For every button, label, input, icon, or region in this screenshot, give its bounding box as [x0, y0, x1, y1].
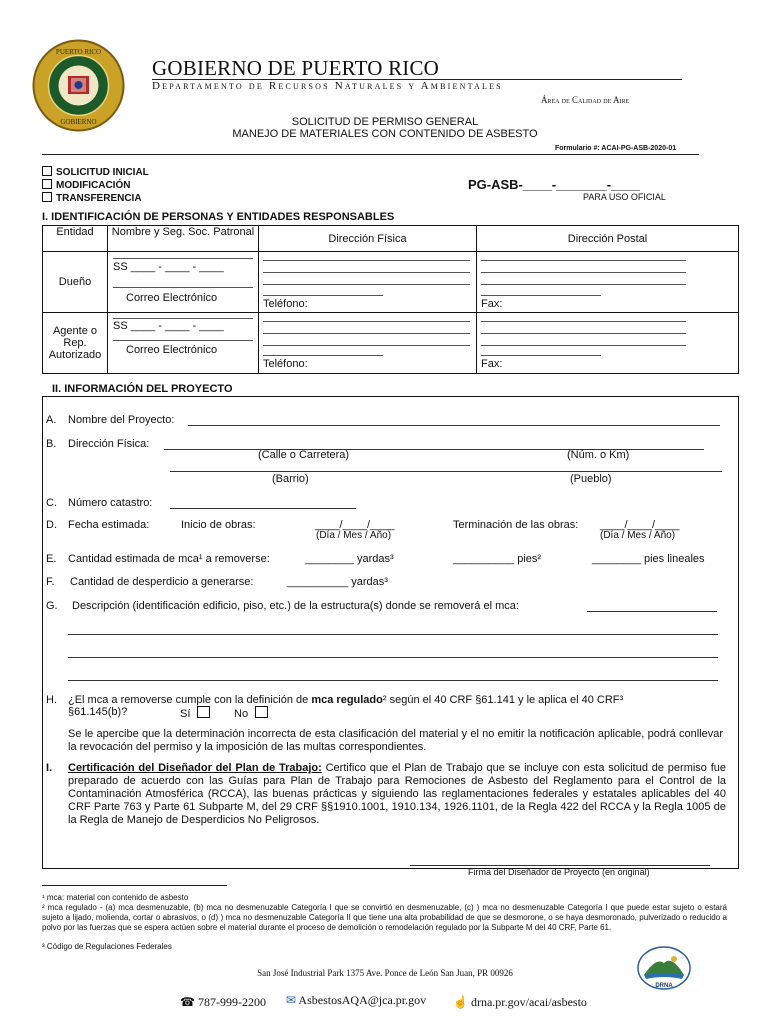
project-name-field[interactable]	[188, 425, 720, 426]
regulated-question-line2: §61.145(b)?	[68, 706, 128, 718]
request-type-modification[interactable]: MODIFICACIÓN	[42, 179, 130, 191]
svg-text:DRNA: DRNA	[655, 983, 673, 989]
project-name-label: Nombre del Proyecto:	[68, 414, 175, 426]
cadastre-label: Número catastro:	[68, 497, 153, 509]
owner-ss[interactable]: SS ____ - ____ - ____	[113, 261, 224, 273]
owner-email-label: Correo Electrónico	[126, 292, 218, 304]
table-row-agent	[43, 313, 739, 374]
checkbox-transfer[interactable]	[42, 192, 52, 202]
envelope-icon: ✉	[286, 993, 297, 1007]
footer-email[interactable]: ✉ AsbestosAQA@jca.pr.gov	[286, 993, 427, 1007]
end-date-hint: (Día / Mes / Año)	[600, 530, 676, 541]
waste-quantity-label: Cantidad de desperdicio a generarse:	[70, 576, 254, 588]
checkbox-initial[interactable]	[42, 166, 52, 176]
end-label: Terminación de las obras:	[453, 519, 579, 531]
barrio-hint: (Barrio)	[272, 473, 309, 485]
owner-label: Dueño	[43, 252, 108, 313]
answer-no[interactable]: No	[234, 706, 272, 720]
cadastre-field[interactable]	[170, 508, 356, 509]
form-title-1: SOLICITUD DE PERMISO GENERAL	[291, 116, 479, 128]
number-hint: (Núm. o Km)	[567, 449, 630, 461]
checkbox-no[interactable]	[255, 706, 268, 718]
description-field-4[interactable]	[68, 680, 718, 681]
answer-yes[interactable]: Sí	[180, 706, 214, 720]
description-field-3[interactable]	[68, 657, 718, 658]
start-label: Inicio de obras:	[181, 519, 256, 531]
physical-address-label: Dirección Física:	[68, 438, 150, 450]
agent-label: Agente o Rep. Autorizado	[43, 313, 108, 374]
mca-yards-field[interactable]: ________ yardas³	[305, 553, 394, 565]
pointer-hand-icon: ☝	[453, 995, 468, 1009]
owner-fax-label: Fax:	[481, 298, 503, 310]
form-title-2: MANEJO DE MATERIALES CON CONTENIDO DE ASBESTO	[232, 128, 538, 140]
mca-sqft-field[interactable]: __________ pies²	[453, 553, 542, 565]
header-entity: Entidad	[43, 226, 108, 252]
item-b: B.	[46, 438, 57, 450]
section2-title: II. INFORMACIÓN DEL PROYECTO	[52, 383, 233, 395]
footer-phone[interactable]: ☎ 787-999-2200	[180, 995, 266, 1009]
header-physical-address: Dirección Física	[259, 226, 477, 252]
waste-yards-field[interactable]: __________ yardas³	[287, 576, 388, 588]
estimated-date-label: Fecha estimada:	[68, 519, 150, 531]
form-number: Formulario #: ACAI-PG-ASB-2020-01	[555, 145, 677, 152]
owner-physical-cell[interactable]	[259, 252, 477, 313]
description-field-2[interactable]	[68, 634, 718, 635]
description-field-1[interactable]	[587, 611, 717, 612]
agent-fax-label: Fax:	[481, 358, 503, 370]
agent-postal-cell[interactable]	[477, 313, 739, 374]
street-hint: (Calle o Carretera)	[258, 449, 350, 461]
agent-name-cell[interactable]	[108, 313, 259, 374]
footer-address: San José Industrial Park 1375 Ave. Ponce de León San Juan, PR 00926	[257, 968, 513, 978]
owner-postal-cell[interactable]	[477, 252, 739, 313]
item-g: G.	[46, 600, 58, 612]
checkbox-yes[interactable]	[197, 706, 210, 718]
regulated-question: ¿El mca a removerse cumple con la definición de mca regulado² según el 40 CRF §61.141 y le aplica el 40 CRF³	[68, 694, 624, 706]
certification-text: Certificación del Diseñador del Plan de Trabajo: Certifico que el Plan de Trabajo que se incluye con esta solicitud de permiso fue preparado de acuerdo con las Guías para Plan de Trabajo para Remociones de Asbesto del Reglamento para el Control de la Contaminación Atmosférica (RCCA), las buenas prácticas y siguiendo las reglamentaciones federales y estatales aplicables del 40 CRF Parte 763 y Parte 61 Subparte M, del 29 CRF §§1910.1001, 1910.134, 1926.1101, de la Regla 422 del RCCA y la Regla 1005 de la Regla de Manejo de Desperdicios No Peligrosos.	[68, 762, 726, 826]
phone-icon: ☎	[180, 995, 195, 1009]
item-i: I.	[46, 762, 53, 774]
owner-phone-label: Teléfono:	[263, 298, 308, 310]
owner-name-cell[interactable]	[108, 252, 259, 313]
footer-web[interactable]: ☝ drna.pr.gov/acai/asbesto	[453, 995, 587, 1009]
footnote-1: ¹ mca: material con contenido de asbesto	[42, 893, 189, 902]
item-c: C.	[46, 497, 57, 509]
request-type-transfer[interactable]: TRANSFERENCIA	[42, 192, 142, 204]
area-name: Área de Calidad de Aire	[541, 95, 630, 105]
footnote-2: ² mca regulado - (a) mca desmenuzable, (b) mca no desmenuzable Categoría I que se convirtió en desmenuzable, (c) ) mca no desmenuzable Categoría I que puede estar sujeto o estará sujeto a lijado, molienda, cortar o abrasivos, o (d) ) mca no desmenuzable Categoría II que tiene una alta probabilidad de que se desmorone, o se haya desmoronado, pulverizado o reducido a polvo por las fuerzas que se espera actúen sobre el material durante el proceso de demolición o remodelación regulado por la Subparte M del 40 CRF, Parte 61.	[42, 903, 727, 932]
page-title: GOBIERNO DE PUERTO RICO	[152, 56, 440, 80]
permit-code[interactable]: PG-ASB-____-_______-____	[468, 177, 640, 192]
start-date-field[interactable]: ____/____/____	[315, 519, 395, 531]
mca-linear-field[interactable]: ________ pies lineales	[592, 553, 705, 565]
table-row-owner	[43, 252, 739, 313]
footnote-divider	[42, 885, 227, 886]
agent-email-label: Correo Electrónico	[126, 344, 218, 356]
description-label: Descripción (identificación edificio, piso, etc.) de la estructura(s) donde se removerá el mca:	[72, 600, 519, 612]
mca-quantity-label: Cantidad estimada de mca¹ a removerse:	[68, 553, 270, 565]
agent-phone-label: Teléfono:	[263, 358, 308, 370]
checkbox-modification[interactable]	[42, 179, 52, 189]
agent-ss[interactable]: SS ____ - ____ - ____	[113, 320, 224, 332]
svg-text:GOBIERNO: GOBIERNO	[60, 118, 97, 126]
pueblo-hint: (Pueblo)	[570, 473, 612, 485]
header-postal-address: Dirección Postal	[477, 226, 739, 252]
official-use-label: PARA USO OFICIAL	[583, 192, 666, 202]
warning-text: Se le apercibe que la determinación incorrecta de esta clasificación del material y el no emitir la notificación aplicable, podrá conllevar la revocación del permiso y la imposición de las multas correspondientes.	[68, 728, 723, 753]
item-d: D.	[46, 519, 57, 531]
header-name: Nombre y Seg. Soc. Patronal	[108, 226, 259, 252]
signature-line[interactable]	[410, 865, 710, 866]
end-date-field[interactable]: ____/____/____	[600, 519, 680, 531]
start-date-hint: (Día / Mes / Año)	[316, 530, 392, 541]
signature-label: Firma del Diseñador de Proyecto (en original)	[468, 867, 650, 877]
agent-physical-cell[interactable]	[259, 313, 477, 374]
item-f: F.	[46, 576, 55, 588]
drna-logo	[636, 945, 692, 991]
request-type-initial[interactable]: SOLICITUD INICIAL	[42, 166, 149, 178]
department-name: Departamento de Recursos Naturales y Ambientales	[152, 80, 503, 92]
item-e: E.	[46, 553, 57, 565]
entities-table	[42, 225, 739, 374]
header-divider	[42, 154, 699, 155]
barrio-field[interactable]	[170, 471, 722, 472]
svg-text:PUERTO RICO: PUERTO RICO	[55, 48, 102, 56]
item-a: A.	[46, 414, 57, 426]
section1-title: I. IDENTIFICACIÓN DE PERSONAS Y ENTIDADES RESPONSABLES	[42, 211, 395, 223]
footnote-3: ³ Código de Regulaciones Federales	[42, 942, 172, 951]
item-h: H.	[46, 694, 57, 706]
